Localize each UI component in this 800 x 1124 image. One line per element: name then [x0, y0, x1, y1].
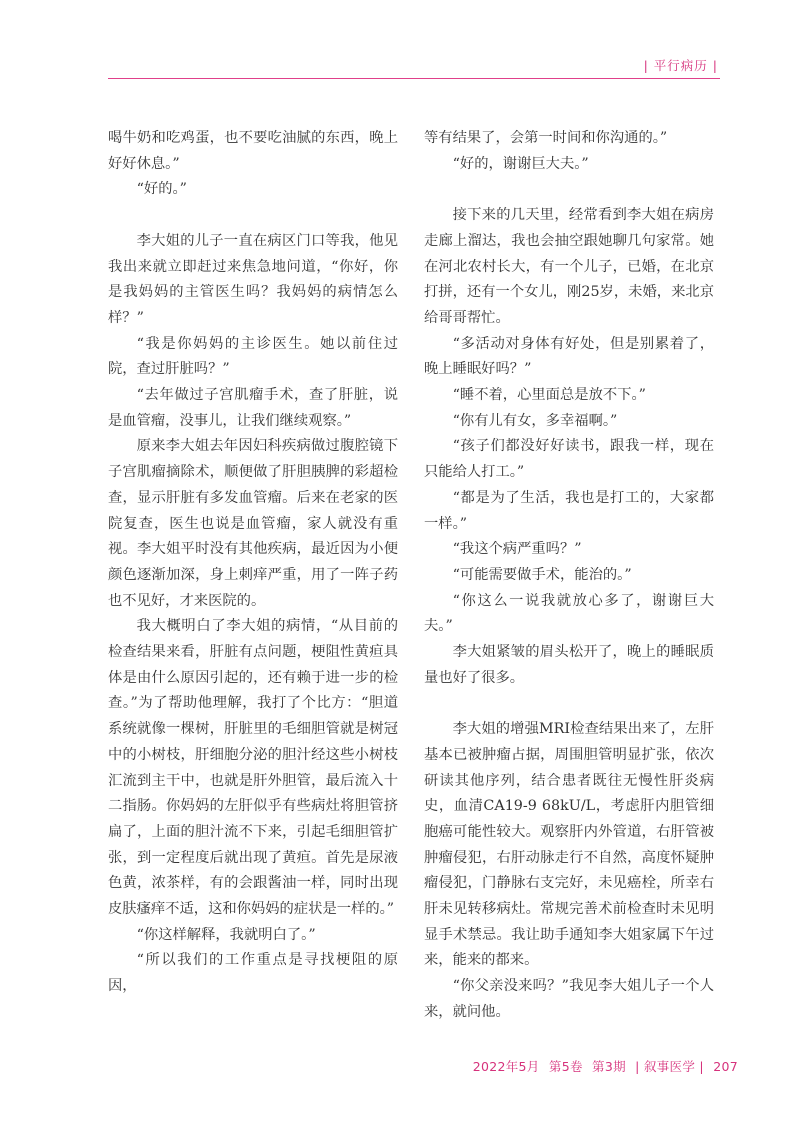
paragraph: “孩子们都没好好读书，跟我一样，现在只能给人打工。” [424, 438, 714, 481]
paragraph: “多活动对身体有好处，但是别累着了，晚上睡眠好吗？” [424, 335, 714, 378]
paragraph: “我这个病严重吗？” [452, 541, 582, 558]
paragraph: “我是你妈妈的主诊医生。她以前住过院，查过肝脏吗？” [108, 335, 398, 378]
page-footer [468, 1057, 738, 1075]
section-tag: | 平行病历 | [643, 58, 718, 73]
left-column [108, 126, 398, 1000]
header-divider [108, 78, 720, 79]
paragraph: 喝牛奶和吃鸡蛋，也不要吃油腻的东西，晚上好好休息。” [108, 130, 398, 172]
footer-issue: 第3期 [592, 1059, 626, 1074]
paragraph: 等有结果了，会第一时间和你沟通的。” [424, 130, 668, 146]
paragraph-gap [424, 691, 714, 717]
paragraph: 李大姐的儿子一直在病区门口等我，他见我出来就立即赶过来焦急地问道，“你好，你是我妈妈的主管医生吗？我妈妈的病情怎么样？” [108, 232, 398, 326]
footer-journal: | 叙事医学 | [635, 1059, 704, 1074]
paragraph: 我大概明白了李大姐的病情，“从目前的检查结果来看，肝脏有点问题，梗阻性黄疸具体是由什么原因引起的，还有赖于进一步的检查。”为了帮助他理解，我打了个比方：“胆道系统就像一棵树，肝脏里的毛细胆管就是树冠中的小树枝，肝细胞分泌的胆汁经这些小树枝汇流到主干中，也就是肝外胆管，最后流入十二指肠。你妈妈的左肝似乎有些病灶将胆管挤扁了，上面的胆汁流不下来，引起毛细胆管扩张，到一定程度后就出现了黄疸。首先是尿液色黄，浓茶样，有的会跟酱油一样，同时出现皮肤瘙痒不适，这和你妈妈的症状是一样的。” [108, 618, 398, 918]
paragraph: “可能需要做手术，能治的。” [452, 566, 632, 583]
paragraph: “好的，谢谢巨大夫。” [452, 155, 589, 172]
paragraph: “你这么一说我就放心多了，谢谢巨大夫。” [424, 592, 714, 635]
paragraph: “你这样解释，我就明白了。” [136, 926, 316, 943]
paragraph: “去年做过子宫肌瘤手术，查了肝脏，说是血管瘤，没事儿，让我们继续观察。” [108, 387, 398, 429]
paragraph: 李大姐紧皱的眉头松开了，晚上的睡眠质量也好了很多。 [424, 644, 714, 686]
right-column [424, 126, 714, 1026]
paragraph: 原来李大姐去年因妇科疾病做过腹腔镜下子宫肌瘤摘除术，顺便做了肝胆胰脾的彩超检查，显示肝脏有多发血管瘤。后来在老家的医院复查，医生也说是血管瘤，家人就没有重视。李大姐平时没有其他疾病，最近因为小便颜色逐渐加深，身上刺痒严重，用了一阵子药也不见好，才来医院的。 [108, 438, 398, 609]
paragraph-gap [424, 177, 714, 203]
paragraph: “你有儿有女，多幸福啊。” [452, 412, 618, 429]
paragraph: 接下来的几天里，经常看到李大姐在病房走廊上溜达，我也会抽空跟她聊几句家常。她在河北农村长大，有一个儿子，已婚，在北京打拼，还有一个女儿，刚25岁，未婚，来北京给哥哥帮忙。 [424, 207, 714, 326]
footer-volume: 第5卷 [548, 1059, 583, 1074]
paragraph: “睡不着，心里面总是放不下。” [452, 387, 646, 404]
paragraph-gap [108, 203, 398, 229]
paragraph: “所以我们的工作重点是寻找梗阻的原因， [108, 952, 398, 995]
paragraph: “你父亲没来吗？”我见李大姐儿子一个人来，就问他。 [424, 978, 714, 1020]
page-number: 207 [713, 1059, 738, 1074]
paragraph: “好的。” [136, 181, 187, 198]
paragraph: “都是为了生活，我也是打工的，大家都一样。” [424, 489, 714, 532]
footer-date: 2022年5月 [472, 1059, 540, 1074]
paragraph: 李大姐的增强MRI检查结果出来了，左肝基本已被肿瘤占据，周围胆管明显扩张，依次研读其他序列，结合患者既往无慢性肝炎病史，血清CA19-9 68kU/L，考虑肝内胆管细胞癌可能性较大。观察肝内外管道，右肝管被肿瘤侵犯，右肝动脉走行不自然，高度怀疑肿瘤侵犯，门静脉右支完好，未见癌栓，所幸右肝未见转移病灶。常规完善术前检查时未见明显手术禁忌。我让助手通知李大姐家属下午过来，能来的都来。 [424, 721, 714, 969]
